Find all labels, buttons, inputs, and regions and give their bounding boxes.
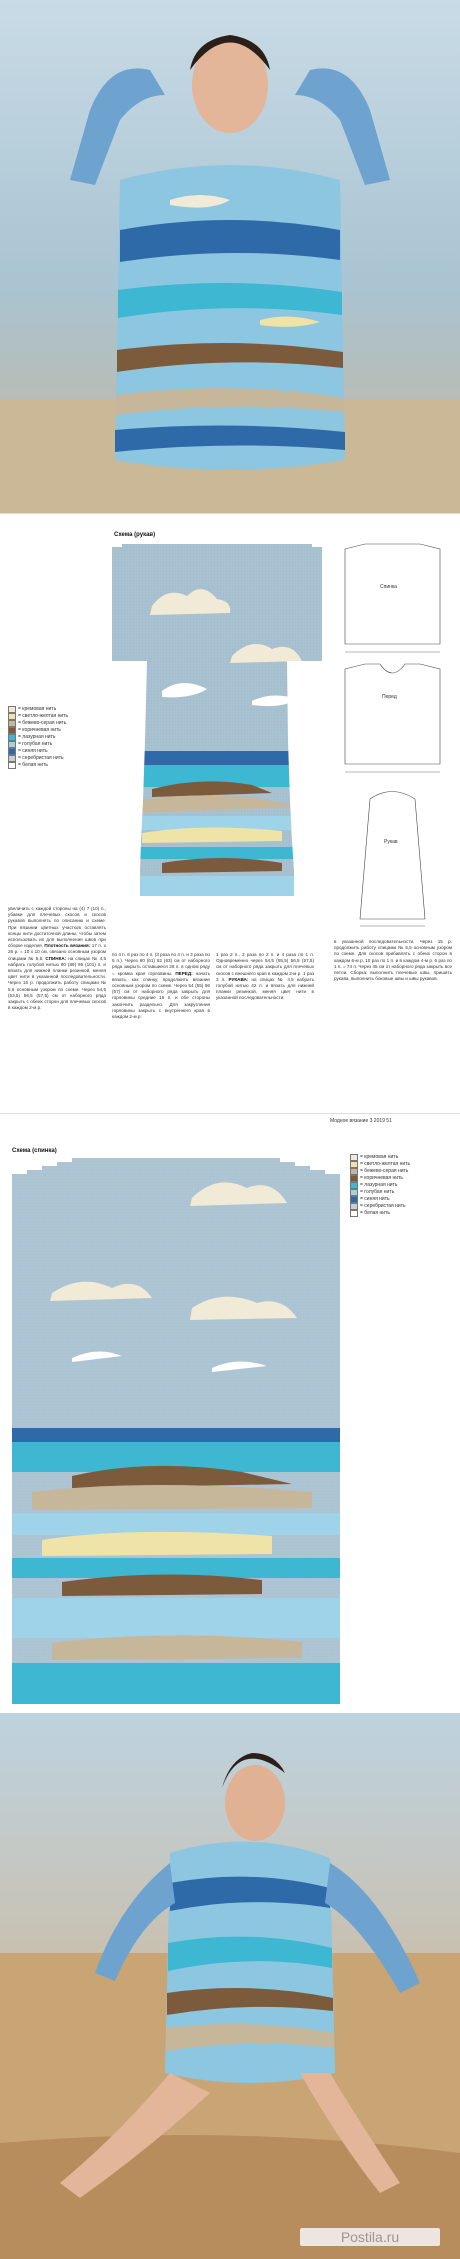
- sleeve-chart-legend: [8, 706, 108, 769]
- page-footer: Модное вязание 3 2019 51: [330, 1118, 392, 1124]
- legend-item: [350, 1210, 455, 1217]
- legend-item: [8, 741, 108, 748]
- legend-swatch: [350, 1203, 358, 1210]
- legend-item: [8, 755, 108, 762]
- legend-swatch: [8, 713, 16, 720]
- legend-label: = лазурная нить: [360, 1182, 398, 1188]
- legend-label: = бежево-серая нить: [18, 720, 67, 726]
- front-schematic-label: Перед: [382, 694, 397, 700]
- legend-item: [350, 1203, 455, 1210]
- legend-swatch: [350, 1161, 358, 1168]
- legend-item: [8, 734, 108, 741]
- back-text: на спицах № 4,5 набрать голубой нитью 80 (89) 95 (101) п. и вязать для нижней планки резинкой, меняя цвет нити в указанной последовательности. Через 15 р. продолжить работу спицами № 5,5 основным узором по схеме. Через 54,5 (53,5) 56,5 (57,5) см от наборного ряда закрыть с обеих сторон для плечевых скосов в каждом 2-м р.: [8, 955, 106, 1011]
- legend-label: = серебристая нить: [360, 1203, 406, 1209]
- legend-swatch: [8, 748, 16, 755]
- legend-item: [8, 720, 108, 727]
- legend-label: = синяя нить: [18, 748, 48, 754]
- sleeve-chart-grid: [112, 541, 322, 896]
- legend-label: = кремовая нить: [18, 706, 57, 712]
- legend-item: [8, 706, 108, 713]
- legend-item: [350, 1182, 455, 1189]
- legend-swatch: [350, 1189, 358, 1196]
- legend-item: [350, 1161, 455, 1168]
- legend-label: = светло-желтая нить: [18, 713, 69, 719]
- legend-label: = голубая нить: [18, 741, 53, 747]
- legend-label: = светло-желтая нить: [360, 1161, 411, 1167]
- pattern-page-sleeve: [0, 513, 460, 1114]
- front-text: начать вязать, как спинку, продолжить вязание основным узором по схеме. Через 54 (55) 56 (57) см от наборного ряда закрыть для горловины средние 15 п. и обе стороны закончить раздельно. Для закругления горловины закрыть с внутреннего края в каждом 2-м р.: [112, 970, 210, 1020]
- legend-label: = серебристая нить: [18, 755, 64, 761]
- legend-swatch: [8, 720, 16, 727]
- back-schematic-label: Спинка: [380, 584, 397, 590]
- sleeves-heading: РУКАВА:: [228, 976, 249, 982]
- legend-label: = коричневая нить: [18, 727, 61, 733]
- legend-label: = белая нить: [360, 1210, 390, 1216]
- legend-item: [350, 1154, 455, 1161]
- instructions-text: увеличить с каждой стороны на (4) 7 (10) п., убавки для плечевых скосов и скосов рукавов выполнять по описанию и схеме. При вязании цветных участков оставлять концы нити достаточной длины, чтобы затем использовать их для выполнения швов при сборке изделия.: [8, 906, 106, 949]
- sleeve-chart-title: Схема (рукав): [114, 532, 156, 538]
- gauge-text: 17 п. x 26 р. = 10 x 10 см, связано основным узором спицами № 5,5.: [8, 943, 106, 961]
- pattern-page-back: [0, 1113, 460, 1714]
- legend-swatch: [8, 727, 16, 734]
- gauge-heading: Плотность вязания:: [44, 943, 91, 949]
- legend-swatch: [8, 734, 16, 741]
- instructions-column-3: [216, 952, 314, 1106]
- photo-model-sitting-beach: [0, 1713, 460, 2259]
- legend-label: = голубая нить: [360, 1189, 395, 1195]
- legend-label: = коричневая нить: [360, 1175, 403, 1181]
- legend-item: [350, 1175, 455, 1182]
- legend-item: [8, 713, 108, 720]
- instructions-column-4: [334, 939, 452, 1106]
- legend-swatch: [8, 762, 16, 769]
- instructions-text: 1 раз 2 п., 2 раза по 2 п. и 4 раза по 1 п. Одновременно через 54,5 (55,5) 56,5 (57,5) см от наборного ряда закрыть для плечевых скосов с внешнего края в каждом 2-м р. 1 раз 3 п.: [216, 952, 314, 982]
- instructions-text: в указанной последовательности. Через 15 р. продолжить работу спицами № 5,5 основным узором по схеме. Для скосов прибавлять с обеих сторон в каждом 6-м р. 10 раз по 1 п. и в каждом 4-м р. 6 раз по 1 п. = 74 п. Через 45 см от наборного ряда закрыть все петли. Сборка: выполнить плечевые швы, пришить рукава, выполнить боковые швы и швы рукавов.: [334, 939, 452, 982]
- legend-item: [8, 748, 108, 755]
- watermark: Postila.ru: [300, 2228, 440, 2246]
- instructions-column-2: [112, 952, 210, 1106]
- front-heading: ПЕРЕД:: [175, 970, 193, 976]
- instructions-column-1: [8, 906, 106, 1106]
- legend-swatch: [350, 1168, 358, 1175]
- garment-schematics: [330, 534, 455, 934]
- legend-item: [8, 762, 108, 769]
- legend-swatch: [350, 1182, 358, 1189]
- back-chart-title: Схема (спинка): [12, 1148, 57, 1154]
- legend-swatch: [8, 706, 16, 713]
- legend-swatch: [350, 1154, 358, 1161]
- instructions-text: по 4 п. 6 раз по 4 п. (3 раза по 4 п. и 3 раза по 5 п.). Через 60 (61) 62 (63) см от наборного ряда закрыть оставшиеся 28 п. в одном ряду = кромка края горловины.: [112, 952, 210, 976]
- legend-item: [350, 1189, 455, 1196]
- legend-item: [8, 727, 108, 734]
- legend-label: = лазурная нить: [18, 734, 56, 740]
- legend-label: = синяя нить: [360, 1196, 390, 1202]
- back-chart-grid: [12, 1158, 340, 1704]
- legend-swatch: [8, 741, 16, 748]
- photo-model-arms-raised: [0, 0, 460, 513]
- legend-label: = бежево-серая нить: [360, 1168, 409, 1174]
- legend-item: [350, 1196, 455, 1203]
- legend-swatch: [8, 755, 16, 762]
- legend-label: = белая нить: [18, 762, 48, 768]
- legend-swatch: [350, 1210, 358, 1217]
- back-chart-legend: [350, 1154, 455, 1217]
- legend-swatch: [350, 1196, 358, 1203]
- legend-swatch: [350, 1175, 358, 1182]
- sleeve-schematic-label: Рукав: [384, 839, 398, 845]
- sleeves-text: на спицах № 4,5 набрать голубой нитью 42 п. и вязать для нижней планки резинкой, меняя цвет нити в указанной последовательности.: [216, 976, 314, 1001]
- legend-label: = кремовая нить: [360, 1154, 399, 1160]
- legend-item: [350, 1168, 455, 1175]
- back-heading: СПИНКА:: [45, 955, 67, 961]
